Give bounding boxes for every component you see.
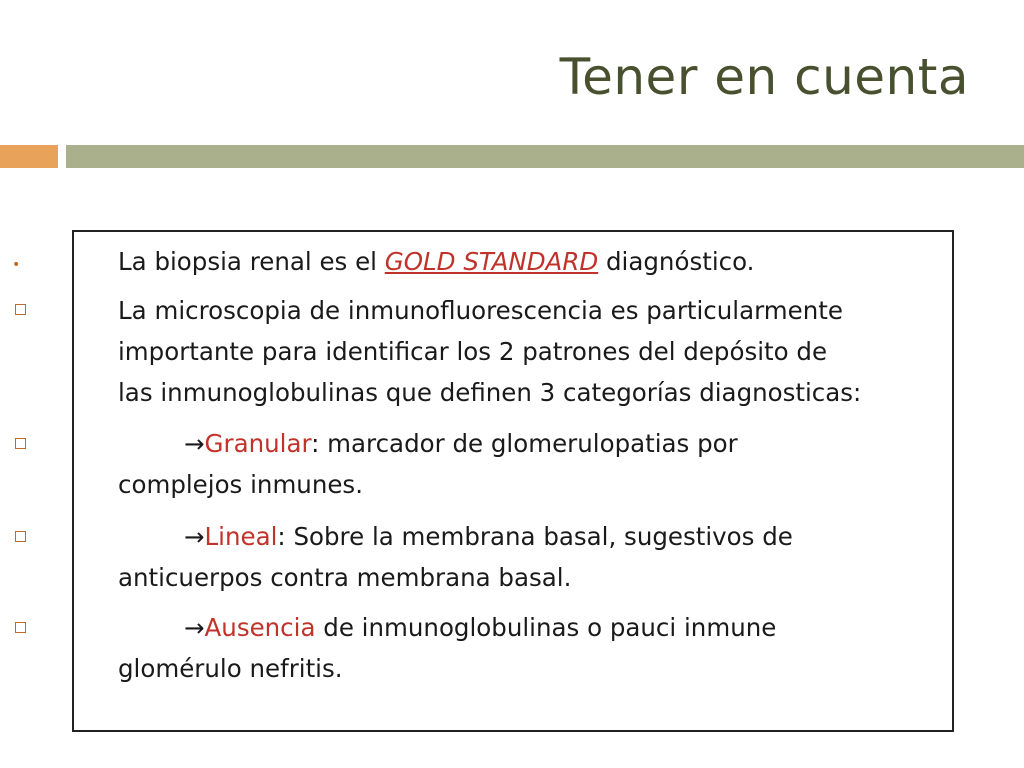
bullet-square-icon (15, 304, 26, 315)
list-item-inmunofluorescencia (118, 290, 938, 413)
arrow-icon: → (184, 613, 205, 642)
accent-bar-green (66, 145, 1024, 168)
term-ausencia: Ausencia (204, 613, 316, 642)
item-line: : Sobre la membrana basal, sugestivos de (277, 522, 793, 551)
arrow-icon: → (184, 429, 205, 458)
list-item-lineal (118, 516, 938, 598)
item-text: La biopsia renal es el (118, 247, 385, 276)
item-line: glomérulo nefritis. (118, 654, 343, 683)
list-item-granular (118, 423, 938, 505)
item-line: importante para identificar los 2 patrones del depósito de (118, 337, 828, 366)
arrow-icon: → (184, 522, 205, 551)
item-text: diagnóstico. (598, 247, 755, 276)
bullet-square-icon (15, 438, 26, 449)
item-line: La microscopia de inmunofluorescencia es particularmente (118, 296, 843, 325)
item-line: anticuerpos contra membrana basal. (118, 563, 572, 592)
bullet-square-icon (15, 531, 26, 542)
slide-title: Tener en cuenta (559, 48, 969, 106)
item-line: : marcador de glomerulopatias por (311, 429, 738, 458)
item-line: de inmunoglobulinas o pauci inmune (315, 613, 777, 642)
accent-bar-orange (0, 145, 58, 168)
term-lineal: Lineal (204, 522, 278, 551)
bullet-square-icon (15, 622, 26, 633)
item-line: las inmunoglobulinas que definen 3 categorías diagnosticas: (118, 378, 862, 407)
list-item-ausencia (118, 607, 938, 689)
term-granular: Granular (204, 429, 312, 458)
list-item-gold-standard (118, 241, 938, 282)
bullet-dot-icon: • (12, 257, 21, 273)
item-line: complejos inmunes. (118, 470, 363, 499)
gold-standard-emphasis: GOLD STANDARD (384, 247, 599, 276)
